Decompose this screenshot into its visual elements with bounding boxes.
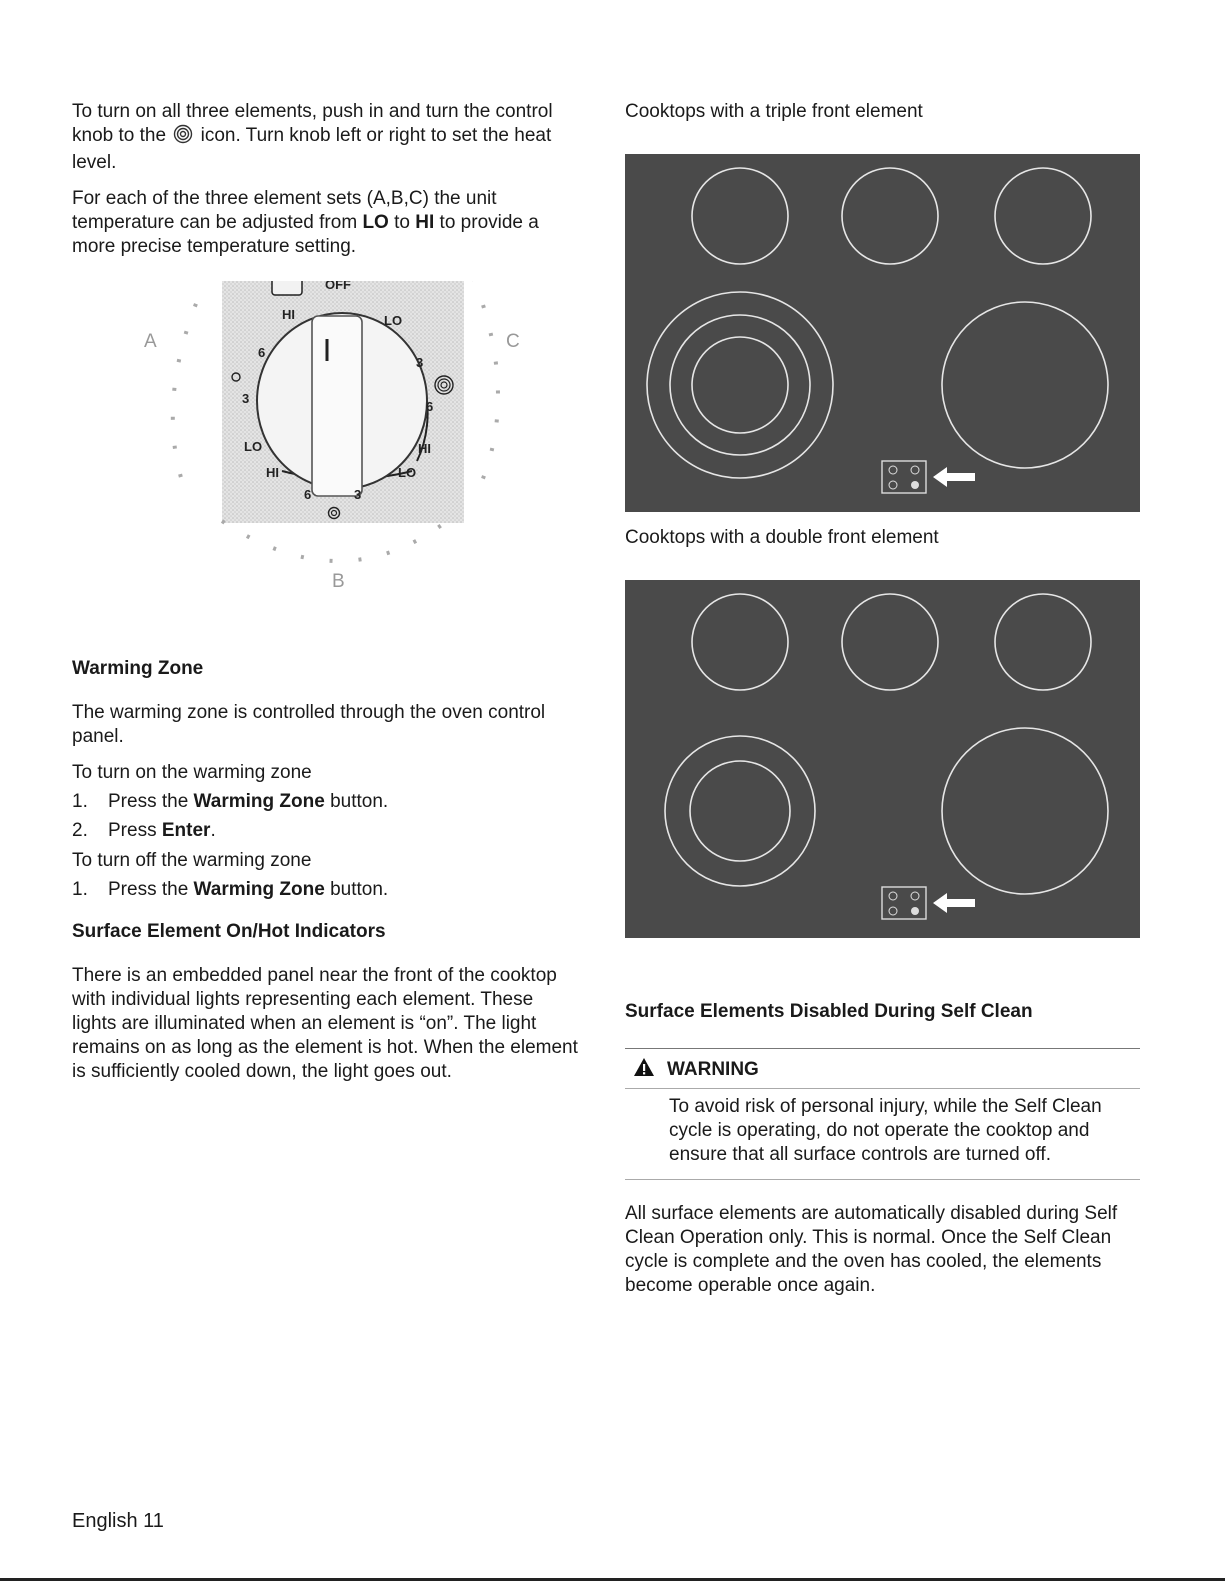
svg-text:LO: LO xyxy=(384,313,403,328)
warming-zone-heading: Warming Zone xyxy=(72,658,204,679)
turn-on-steps xyxy=(72,790,582,843)
self-clean-heading: Surface Elements Disabled During Self Clean xyxy=(625,1001,1033,1022)
adjust-paragraph: For each of the three element sets (A,B,C) the unit temperature can be adjusted from LO to HI to provide a more precise temperature setting. xyxy=(72,188,539,257)
list-item: 2. Press Enter. xyxy=(72,820,216,841)
svg-text:HI: HI xyxy=(282,307,295,322)
indicator-lights-panel xyxy=(882,461,926,493)
svg-text:LO: LO xyxy=(244,439,263,454)
triple-element-icon xyxy=(173,124,193,151)
list-item: 1. Press the Warming Zone button. xyxy=(72,879,389,900)
arrow-icon xyxy=(933,467,975,487)
control-knob-figure xyxy=(72,281,582,661)
turn-off-intro: To turn off the warming zone xyxy=(72,850,312,871)
turn-off-steps xyxy=(72,878,582,902)
knob-grip xyxy=(312,316,362,496)
indicator-lights-panel xyxy=(882,887,926,919)
intro-paragraph: To turn on all three elements, push in and turn the control knob to the icon. Turn knob left or right to set the heat level. xyxy=(72,101,553,173)
double-cooktop-image xyxy=(625,580,1140,938)
svg-text:3: 3 xyxy=(354,487,362,502)
list-item: 1. Press the Warming Zone button. xyxy=(72,791,389,812)
svg-text:3: 3 xyxy=(416,355,424,370)
warming-zone-paragraph: The warming zone is controlled through the oven control panel. xyxy=(72,702,546,747)
label-c: C xyxy=(506,331,520,352)
indicators-paragraph: There is an embedded panel near the front of the cooktop with individual lights representing each element. These lights are illuminated when an element is “on”. The light remains on as long as the element is hot. When the element is sufficiently cooled down, the light goes out. xyxy=(72,965,578,1082)
arrow-icon xyxy=(933,893,975,913)
off-icon xyxy=(272,281,302,295)
warning-title: WARNING xyxy=(667,1058,759,1080)
label-a: A xyxy=(144,331,157,352)
warning-box xyxy=(625,1048,1140,1180)
double-caption: Cooktops with a double front element xyxy=(625,527,939,548)
svg-text:LO: LO xyxy=(398,465,417,480)
svg-text:6: 6 xyxy=(304,487,312,502)
warning-header xyxy=(625,1049,1140,1089)
svg-text:6: 6 xyxy=(426,399,434,414)
bottom-divider xyxy=(0,1578,1225,1581)
svg-text:6: 6 xyxy=(258,345,266,360)
off-label: OFF xyxy=(325,281,351,292)
turn-on-intro: To turn on the warming zone xyxy=(72,762,312,783)
warning-body: To avoid risk of personal injury, while the Self Clean cycle is operating, do not operate the cooktop and ensure that all surface controls are turned off. xyxy=(625,1089,1140,1180)
page-footer: English 11 xyxy=(72,1510,164,1532)
right-column xyxy=(625,100,1140,1298)
triple-caption: Cooktops with a triple front element xyxy=(625,101,923,122)
triple-cooktop-image xyxy=(625,154,1140,512)
svg-text:HI: HI xyxy=(266,465,279,480)
self-clean-paragraph: All surface elements are automatically disabled during Self Clean Operation only. This is normal. Once the Self Clean cycle is complete and the oven has cooled, the elements become operable once again. xyxy=(625,1203,1118,1296)
label-b: B xyxy=(332,571,345,592)
indicators-heading: Surface Element On/Hot Indicators xyxy=(72,921,386,942)
svg-text:3: 3 xyxy=(242,391,250,406)
svg-text:HI: HI xyxy=(418,441,431,456)
warning-triangle-icon xyxy=(633,1057,655,1082)
left-column xyxy=(72,100,582,1084)
